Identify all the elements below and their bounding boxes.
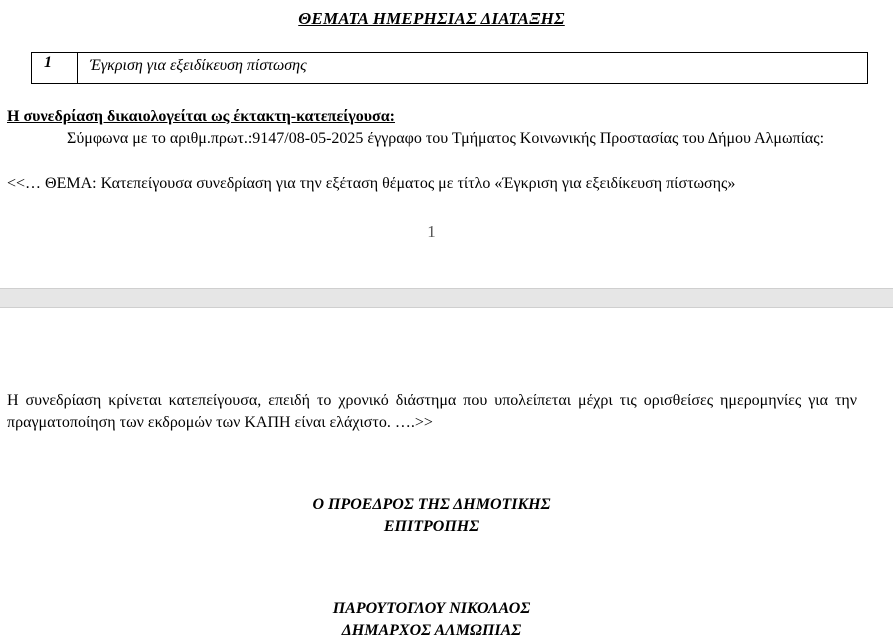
signature-line: Ο ΠΡΟΕΔΡΟΣ ΤΗΣ ΔΗΜΟΤΙΚΗΣ <box>312 496 551 513</box>
document-page-2 <box>0 308 893 642</box>
paragraph-subject: <<… ΘΕΜΑ: Κατεπείγουσα συνεδρίαση για την εξέταση θέματος με τίτλο «Έγκριση για εξειδίκευση πίστωσης» <box>7 175 736 192</box>
signature-line: ΠΑΡΟΥΤΟΓΛΟΥ ΝΙΚΟΛΑΟΣ <box>332 600 531 617</box>
signature-block-mayor <box>0 598 863 642</box>
urgent-heading: Η συνεδρίαση δικαιολογείται ως έκτακτη-κατεπείγουσα: <box>7 108 395 125</box>
signature-line: ΕΠΙΤΡΟΠΗΣ <box>383 518 480 535</box>
document-page-1 <box>0 0 893 288</box>
page-separator <box>0 288 893 308</box>
agenda-item-text: Έγκριση για εξειδίκευση πίστωσης <box>90 57 307 74</box>
page-number: 1 <box>427 222 436 241</box>
signature-block-president <box>0 494 863 538</box>
paragraph-reference: Σύμφωνα με το αριθμ.πρωτ.:9147/08-05-2025 έγγραφο του Τμήματος Κοινωνικής Προστασίας του Δήμου Αλμωπίας: <box>67 130 825 147</box>
page-title: ΘΕΜΑΤΑ ΗΜΕΡΗΣΙΑΣ ΔΙΑΤΑΞΗΣ <box>298 9 565 28</box>
agenda-item-number: 1 <box>32 53 78 83</box>
signature-line: ΔΗΜΑΡΧΟΣ ΑΛΜΩΠΙΑΣ <box>341 622 522 639</box>
agenda-table-row <box>31 52 868 84</box>
paragraph-justification: Η συνεδρίαση κρίνεται κατεπείγουσα, επειδή το χρονικό διάστημα που υπολείπεται μέχρι τις ορισθείσες ημερομηνίες για την πραγματοποίηση των εκδρομών των ΚΑΠΗ είναι ελάχιστο. ….>> <box>7 392 857 431</box>
